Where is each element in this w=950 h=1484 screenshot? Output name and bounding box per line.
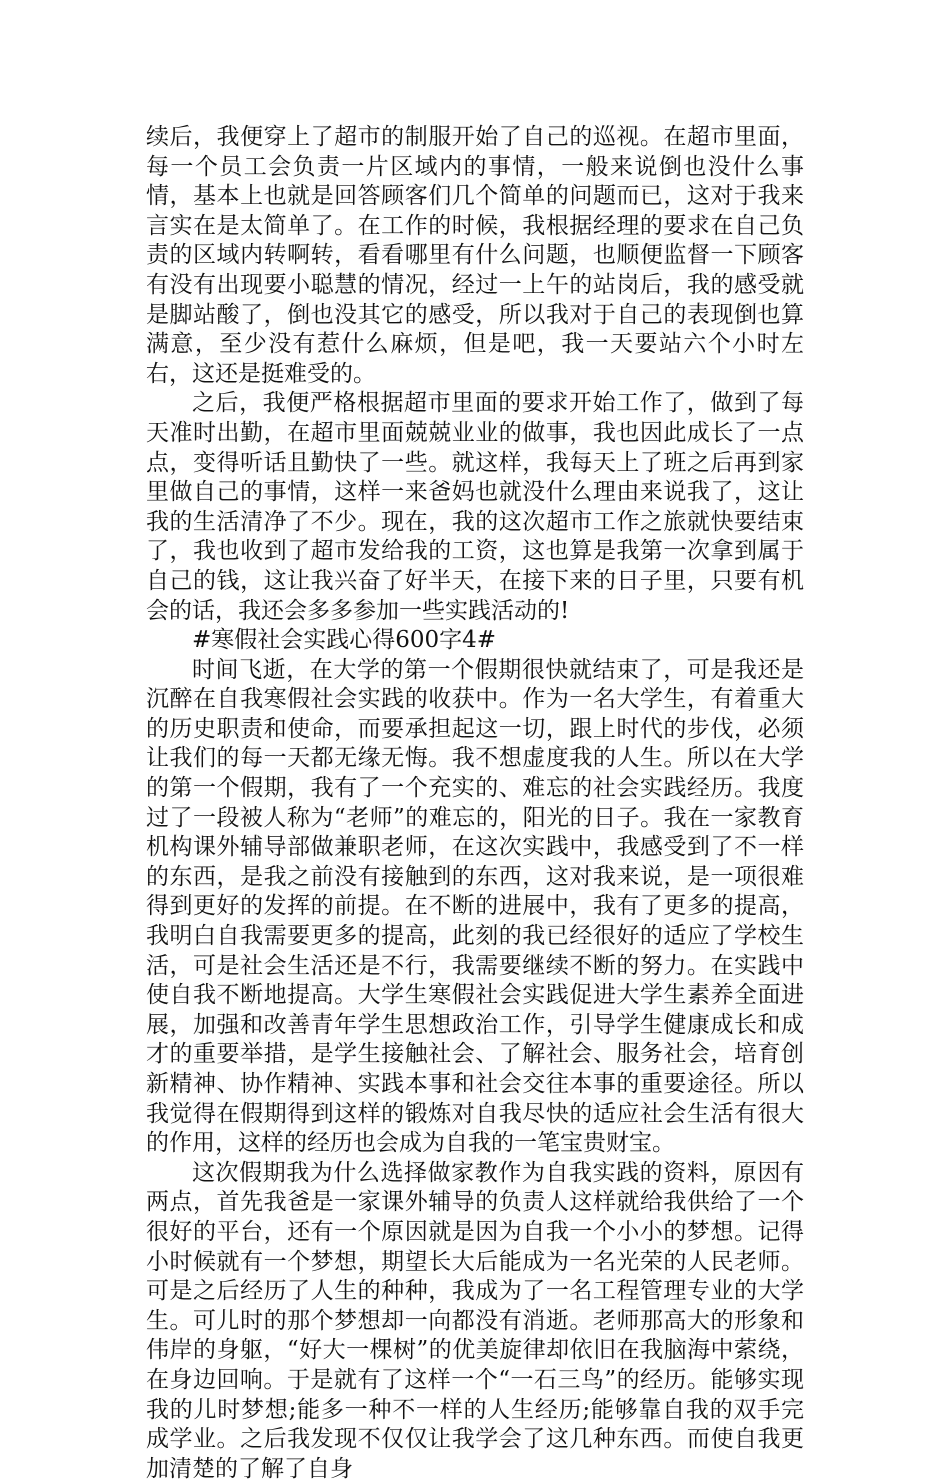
paragraph-continuation: 续后，我便穿上了超市的制服开始了自己的巡视。在超市里面，每一个员工会负责一片区域内的事情，一般来说倒也没什么事情，基本上也就是回答顾客们几个简单的问题而已，这对于我来言实在是太简单了。在工作的时候，我根据经理的要求在自己负责的区域内转啊转，看看哪里有什么问题，也顺便监督一下顾客有没有出现要小聪慧的情况，经过一上午的站岗后，我的感受就是脚站酸了，倒也没其它的感受，所以我对于自己的表现倒也算满意，至少没有惹什么麻烦，但是吧，我一天要站六个小时左右，这还是挺难受的。 bbox=[146, 124, 804, 387]
section-heading: #寒假社会实践心得600字4# bbox=[192, 627, 497, 654]
paragraph-tutoring-reason: 这次假期我为什么选择做家教作为自我实践的资料，原因有两点，首先我爸是一家课外辅导的负责人这样就给我供给了一个很好的平台，还有一个原因就是因为自我一个小小的梦想。记得小时候就有一个梦想，期望长大后能成为一名光荣的人民老师。可是之后经历了人生的种种，我成为了一名工程管理专业的大学生。可儿时的那个梦想却一向都没有消逝。老师那高大的形象和伟岸的身躯，“好大一棵树”的优美旋律却依旧在我脑海中萦绕，在身边回响。于是就有了这样一个“一石三鸟”的经历。能够实现我的儿时梦想;能多一种不一样的人生经历;能够靠自我的双手完成学业。之后我发现不仅仅让我学会了这几种东西。而使自我更加清楚的了解了自身 bbox=[146, 1159, 804, 1482]
paragraph-supermarket-work: 之后，我便严格根据超市里面的要求开始工作了，做到了每天准时出勤，在超市里面兢兢业业的做事，我也因此成长了一点点，变得听话且勤快了一些。就这样，我每天上了班之后再到家里做自己的事情，这样一来爸妈也就没什么理由来说我了，这让我的生活清净了不少。现在，我的这次超市工作之旅就快要结束了，我也收到了超市发给我的工资，这也算是我第一次拿到属于自己的钱，这让我兴奋了好半天，在接下来的日子里，只要有机会的话，我还会多多参加一些实践活动的! bbox=[146, 390, 804, 624]
paragraph-university-holiday: 时间飞逝，在大学的第一个假期很快就结束了，可是我还是沉醉在自我寒假社会实践的收获中。作为一名大学生，有着重大的历史职责和使命，而要承担起这一切，跟上时代的步伐，必须让我们的每一天都无缘无悔。我不想虚度我的人生。所以在大学的第一个假期，我有了一个充实的、难忘的社会实践经历。我度过了一段被人称为“老师”的难忘的，阳光的日子。我在一家教育机构课外辅导部做兼职老师，在这次实践中，我感受到了不一样的东西，是我之前没有接触到的东西，这对我来说，是一项很难得到更好的发挥的前提。在不断的进展中，我有了更多的提高，我明白自我需要更多的提高，此刻的我已经很好的适应了学校生活，可是社会生活还是不行，我需要继续不断的努力。在实践中使自我不断地提高。大学生寒假社会实践促进大学生素养全面进展，加强和改善青年学生思想政治工作，引导学生健康成长和成才的重要举措，是学生接触社会、了解社会、服务社会，培育创新精神、协作精神、实践本事和社会交往本事的重要途径。所以我觉得在假期得到这样的锻炼对自我尽快的适应社会生活有很大的作用，这样的经历也会成为自我的一笔宝贵财宝。 bbox=[146, 656, 804, 1157]
document-body bbox=[146, 123, 804, 1484]
